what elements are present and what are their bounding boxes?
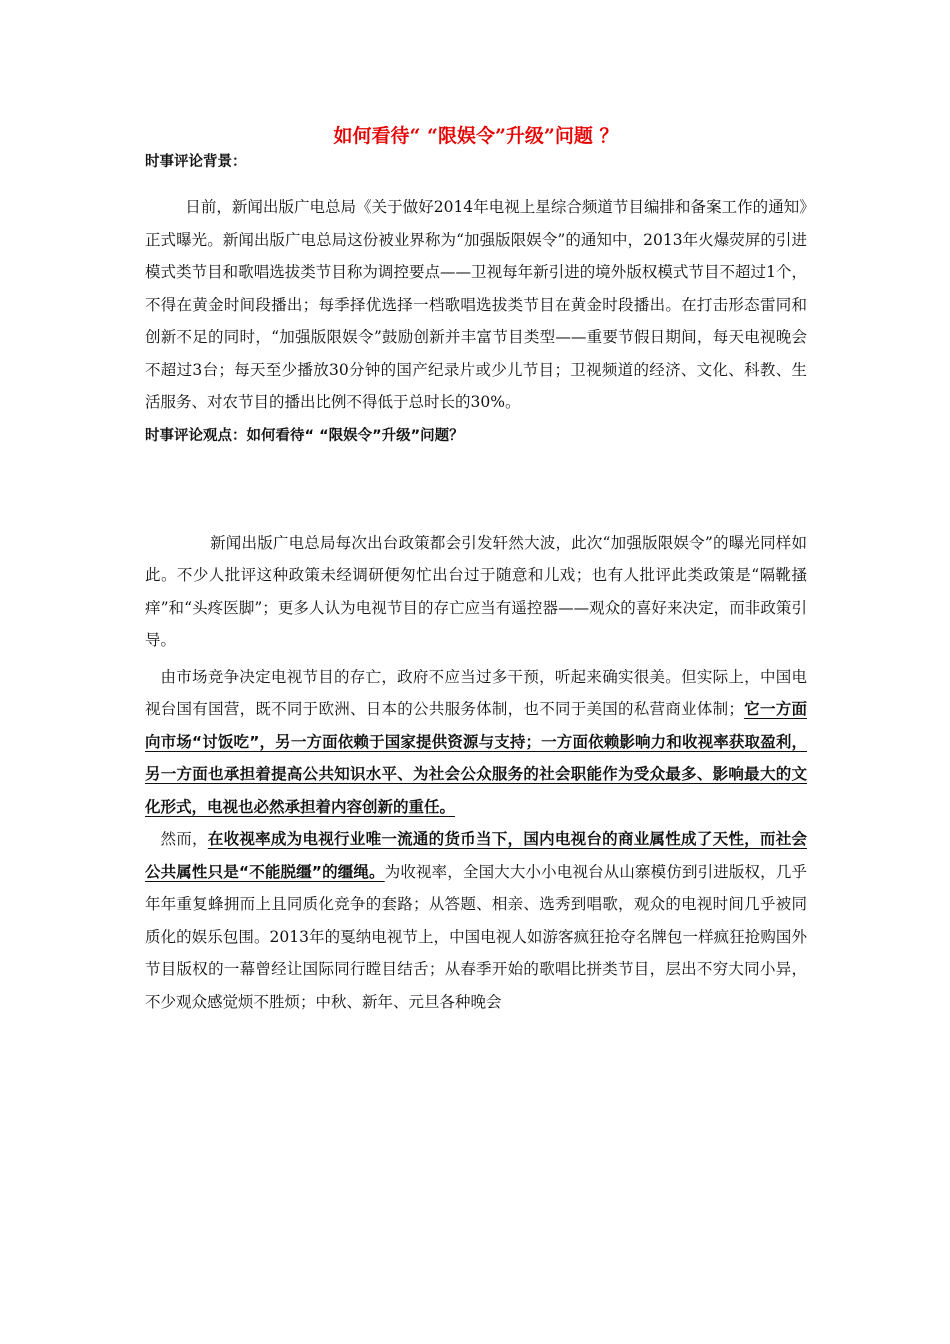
paragraph-3-text: 由市场竞争决定电视节目的存亡，政府不应当过多干预，听起来确实很美。但实际上，中国电视台国有国营，既不同于欧洲、日本的公共服务体制，也不同于美国的私营商业体制； [145,667,807,718]
background-heading: 时事评论背景： [145,154,247,170]
document-body [145,122,807,1018]
paragraph-4-text: 为收视率，全国大大小小电视台从山寨模仿到引进版权，几乎年年重复蜂拥而上且同质化竞争的套路；从答题、相亲、选秀到唱歌，观众的电视时间几乎被同质化的娱乐包围。2013年的戛纳电视节上，中国电视人如游客疯狂抢夺名牌包一样疯狂抢购国外节目版权的一幕曾经让国际同行瞠目结舌；从春季开始的歌唱比拼类节目，层出不穷大同小异，不少观众感觉烦不胜烦；中秋、新年、元旦各种晚会 [145,862,807,1011]
paragraph-4-lead: 然而， [160,830,208,848]
paragraph-4-emphasis: 在收视率成为电视行业唯一流通的货币当下，国内电视台的商业属性成了天性，而社会公共属性只是“不能脱缰”的缰绳。 [145,830,807,881]
paragraph-3 [145,661,807,824]
paragraph-2: 新闻出版广电总局每次出台政策都会引发轩然大波，此次“加强版限娱令”的曝光同样如此。不少人批评这种政策未经调研便匆忙出台过于随意和儿戏；也有人批评此类政策是“隔靴搔痒”和“头疼医脚”；更多人认为电视节目的存亡应当有遥控器——观众的喜好来决定，而非政策引导。 [145,533,807,649]
background-paragraph: 日前，新闻出版广电总局《关于做好2014年电视上星综合频道节目编排和备案工作的通知》正式曝光。新闻出版广电总局这份被业界称为“加强版限娱令”的通知中，2013年火爆荧屏的引进模式类节目和歌唱选拔类节目称为调控要点——卫视每年新引进的境外版权模式节目不超过1个，不得在黄金时间段播出；每季择优选择一档歌唱选拔类节目在黄金时段播出。在打击形态雷同和创新不足的同时，“加强版限娱令”鼓励创新并丰富节目类型——重要节假日期间，每天电视晚会不超过3台；每天至少播放30分钟的国产纪录片或少儿节目；卫视频道的经济、文化、科教、生活服务、对农节目的播出比例不得低于总时长的30%。 [145,198,807,411]
viewpoint-heading: 时事评论观点：如何看待“ “限娱令”升级”问题？ [145,427,464,444]
page-title: 如何看待“ “限娱令”升级”问题 ？ [333,125,619,147]
paragraph-4 [145,823,807,1018]
paragraph-3-emphasis: 它一方面向市场“讨饭吃”，另一方面依赖于国家提供资源与支持；一方面依赖影响力和收视率获取盈利，另一方面也承担着提高公共知识水平、为社会公众服务的社会职能作为受众最多、影响最大的文化形式，电视也必然承担着内容创新的重任。 [145,700,807,816]
